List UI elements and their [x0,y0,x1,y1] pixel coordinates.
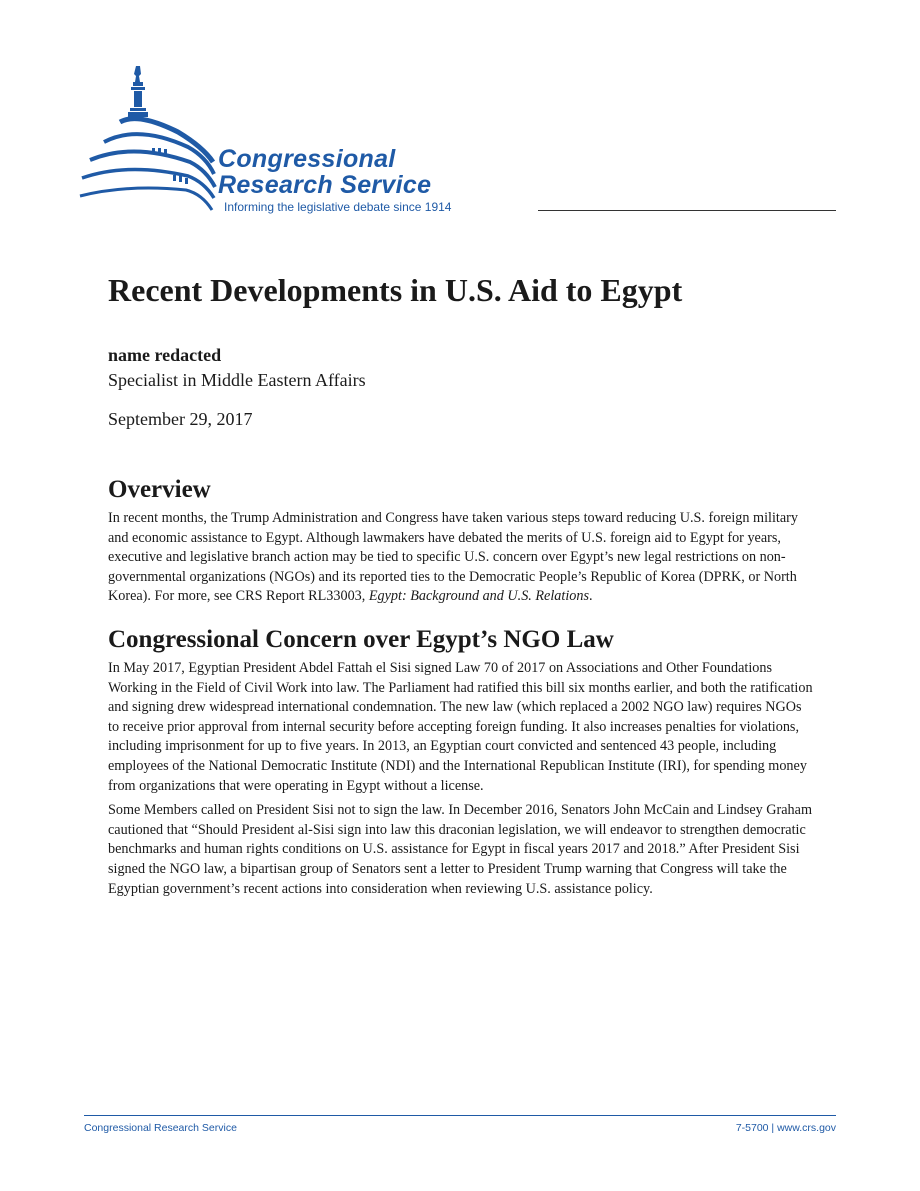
capitol-dome-icon [78,62,218,222]
org-name-line1: Congressional [218,145,396,173]
ngo-paragraph-2: Some Members called on President Sisi not to sign the law. In December 2016, Senators John McCain and Lindsey Graham cautioned that “Should President al-Sisi sign into law this draconian legislation, we will endeavor to strengthen democratic benchmarks and human rights conditions on U.S. assistance for Egypt in fiscal years 2017 and 2018.” After President Sisi signed the NGO law, a bipartisan group of Senators sent a letter to President Trump warning that Congress will take the Egyptian government’s recent actions into consideration when reviewing U.S. assistance policy. [108,802,812,897]
author-name: name redacted [108,345,222,365]
footer-report-id: 7-5700 | www.crs.gov [735,1122,836,1134]
org-tagline: Informing the legislative debate since 1914 [224,200,452,214]
document-title: Recent Developments in U.S. Aid to Egypt [108,272,683,308]
crs-logo [78,62,838,222]
overview-paragraph [108,509,814,607]
publication-date: September 29, 2017 [108,409,253,429]
document-body [108,270,814,899]
footer-divider [84,1115,836,1116]
footer-org-name: Congressional Research Service [84,1122,237,1134]
org-name-line2: Research Service [218,171,432,199]
section-heading-overview: Overview [108,476,211,503]
ngo-paragraph-1: In May 2017, Egyptian President Abdel Fattah el Sisi signed Law 70 of 2017 on Associations and Other Foundations Working in the Field of Civil Work into law. The Parliament had ratified this bill six months earlier, and both the ratification and signing drew widespread international condemnation. The new law (which replaced a 2002 NGO law) requires NGOs to receive prior approval from internal security before accepting foreign funding. It also increases penalties for violations, including imprisonment for up to five years. In 2013, an Egyptian court convicted and sentenced 43 people, including employees of the National Democratic Institute (NDI) and the International Republican Institute (IRI), for spending money from organizations that were operating in Egypt without a license. [108,659,813,794]
tagline-divider [538,210,836,211]
author-title: Specialist in Middle Eastern Affairs [108,370,366,390]
report-title-citation: Egypt: Background and U.S. Relations [368,588,589,605]
section-heading-ngo-law: Congressional Concern over Egypt’s NGO Law [108,625,614,653]
overview-text: In recent months, the Trump Administration and Congress have taken various steps toward reducing U.S. foreign military and economic assistance to Egypt. Although lawmakers have debated the merits of U.S. foreign aid to Egypt for years, executive and legislative branch action may be tied to specific U.S. concern over Egypt’s new legal restrictions on non-governmental organizations (NGOs) and its reported ties to the Democratic People’s Republic of Korea (DPRK, or North Korea). For more, see CRS Report RL33003, [108,510,798,605]
overview-tail: . [589,588,593,605]
